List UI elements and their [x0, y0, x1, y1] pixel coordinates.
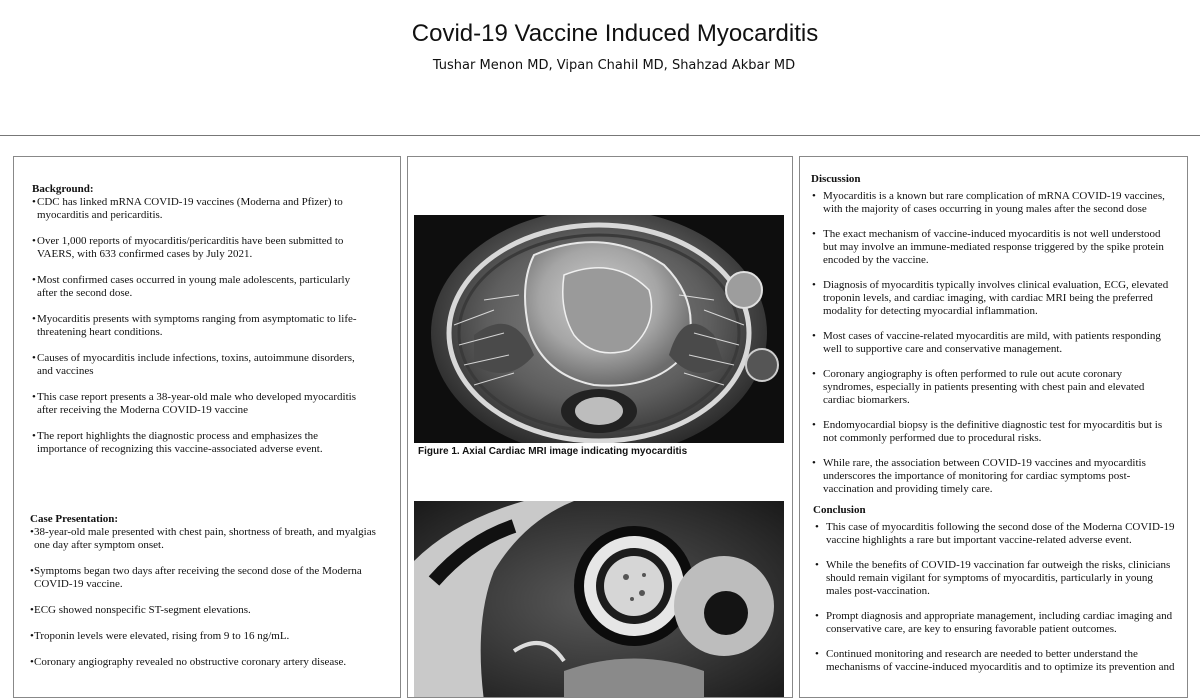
case-item-text: ECG showed nonspecific ST-segment elevations. — [34, 604, 251, 616]
list-item — [812, 457, 1174, 496]
bullet-icon: • — [812, 457, 816, 469]
discussion-item-text: The exact mechanism of vaccine-induced myocarditis is not well understood but may involve an immune-mediated response triggered by the spike protein encoded by the vaccine. — [823, 228, 1164, 266]
case-presentation-list — [30, 526, 384, 682]
list-item — [32, 313, 370, 339]
bullet-icon: • — [32, 313, 36, 325]
mri-axial-drawing — [414, 215, 784, 443]
case-presentation-heading: Case Presentation: — [30, 513, 119, 525]
list-item — [30, 630, 384, 643]
figure1-caption: Figure 1. Axial Cardiac MRI image indicating myocarditis — [418, 446, 688, 457]
discussion-item-text: Coronary angiography is often performed to rule out acute coronary syndromes, especially in patients presenting with chest pain and elevated cardiac biomarkers. — [823, 368, 1145, 406]
list-item — [30, 526, 384, 552]
bullet-icon: • — [812, 190, 816, 202]
bullet-icon: • — [815, 648, 819, 660]
background-heading: Background: — [32, 183, 94, 195]
conclusion-item-text: Continued monitoring and research are needed to better understand the mechanisms of vaccine-induced myocarditis and to optimize its prevention and — [826, 648, 1175, 673]
bullet-icon: • — [32, 430, 36, 442]
list-item — [32, 235, 370, 261]
list-item — [812, 419, 1174, 445]
poster-authors: Tushar Menon MD, Vipan Chahil MD, Shahzad Akbar MD — [432, 58, 796, 73]
list-item — [32, 196, 370, 222]
list-item — [32, 391, 370, 417]
conclusion-heading: Conclusion — [813, 504, 866, 516]
bullet-icon: • — [30, 565, 34, 577]
bullet-icon: • — [815, 521, 819, 533]
poster-title: Covid-19 Vaccine Induced Myocarditis — [411, 20, 819, 47]
case-item-text: Coronary angiography revealed no obstructive coronary artery disease. — [34, 656, 347, 668]
bullet-icon: • — [815, 559, 819, 571]
bullet-icon: • — [30, 526, 34, 538]
list-item — [32, 352, 370, 378]
background-item-text: Causes of myocarditis include infections, toxins, autoimmune disorders, and vaccines — [37, 352, 355, 377]
list-item — [30, 565, 384, 591]
discussion-item-text: While rare, the association between COVID-19 vaccines and myocarditis underscores the importance of monitoring for cardiac symptoms post-vaccination and providing timely care. — [823, 457, 1146, 495]
list-item — [815, 610, 1177, 636]
discussion-item-text: Diagnosis of myocarditis typically involves clinical evaluation, ECG, elevated troponin levels, and cardiac imaging, with cardiac MRI being the preferred modality for detecting myocardial inflammation. — [823, 279, 1169, 317]
background-item-text: Over 1,000 reports of myocarditis/pericarditis have been submitted to VAERS, with 633 confirmed cases by July 2021. — [37, 235, 344, 260]
header-divider — [0, 135, 1200, 136]
discussion-list — [812, 190, 1174, 508]
left-column-panel — [13, 156, 401, 698]
background-item-text: Myocarditis presents with symptoms ranging from asymptomatic to life-threatening heart conditions. — [37, 313, 357, 338]
background-list — [32, 196, 370, 469]
bullet-icon: • — [32, 274, 36, 286]
bullet-icon: • — [32, 235, 36, 247]
bullet-icon: • — [812, 419, 816, 431]
list-item — [815, 521, 1177, 547]
conclusion-item-text: Prompt diagnosis and appropriate management, including cardiac imaging and conservative care, are key to ensuring favorable patient outcomes. — [826, 610, 1173, 635]
list-item — [30, 604, 384, 617]
bullet-icon: • — [812, 368, 816, 380]
background-item-text: The report highlights the diagnostic process and emphasizes the importance of recognizing this vaccine-associated adverse event. — [37, 430, 323, 455]
bullet-icon: • — [32, 352, 36, 364]
background-item-text: CDC has linked mRNA COVID-19 vaccines (Moderna and Pfizer) to myocarditis and pericarditis. — [37, 196, 343, 221]
case-item-text: Symptoms began two days after receiving the second dose of the Moderna COVID-19 vaccine. — [34, 565, 362, 590]
list-item — [32, 274, 370, 300]
list-item — [812, 228, 1174, 267]
bullet-icon: • — [32, 391, 36, 403]
bullet-icon: • — [812, 330, 816, 342]
case-item-text: 38-year-old male presented with chest pain, shortness of breath, and myalgias one day after symptom onset. — [34, 526, 376, 551]
bullet-icon: • — [30, 656, 34, 668]
list-item — [812, 279, 1174, 318]
conclusion-item-text: This case of myocarditis following the second dose of the Moderna COVID-19 vaccine highlights a rare but important vaccine-related adverse event. — [826, 521, 1175, 546]
background-item-text: Most confirmed cases occurred in young male adolescents, particularly after the second dose. — [37, 274, 351, 299]
discussion-item-text: Most cases of vaccine-related myocarditis are mild, with patients responding well to supportive care and conservative management. — [823, 330, 1161, 355]
discussion-heading: Discussion — [811, 173, 861, 185]
bullet-icon: • — [812, 279, 816, 291]
discussion-item-text: Endomyocardial biopsy is the definitive diagnostic test for myocarditis but is not commonly performed due to procedural risks. — [823, 419, 1163, 444]
bullet-icon: • — [812, 228, 816, 240]
list-item — [32, 430, 370, 456]
list-item — [812, 330, 1174, 356]
bullet-icon: • — [30, 604, 34, 616]
case-item-text: Troponin levels were elevated, rising from 9 to 16 ng/mL. — [34, 630, 290, 642]
right-column-panel — [799, 156, 1188, 698]
bullet-icon: • — [815, 610, 819, 622]
discussion-item-text: Myocarditis is a known but rare complication of mRNA COVID-19 vaccines, with the majority of cases occurring in young males after the second dose — [823, 190, 1165, 215]
bullet-icon: • — [32, 196, 36, 208]
middle-column-panel — [407, 156, 793, 698]
short-axis-cardiac-mri-image — [414, 501, 784, 698]
conclusion-item-text: While the benefits of COVID-19 vaccination far outweigh the risks, clinicians should remain vigilant for symptoms of myocarditis, particularly in young males post-vaccination. — [826, 559, 1171, 597]
list-item — [815, 559, 1177, 598]
conclusion-list — [815, 521, 1177, 686]
list-item — [812, 190, 1174, 216]
axial-cardiac-mri-image — [414, 215, 784, 443]
bullet-icon: • — [30, 630, 34, 642]
background-item-text: This case report presents a 38-year-old male who developed myocarditis after receiving the Moderna COVID-19 vaccine — [37, 391, 356, 416]
mri-short-axis-drawing — [414, 501, 784, 698]
list-item — [30, 656, 384, 669]
list-item — [812, 368, 1174, 407]
list-item — [815, 648, 1177, 674]
